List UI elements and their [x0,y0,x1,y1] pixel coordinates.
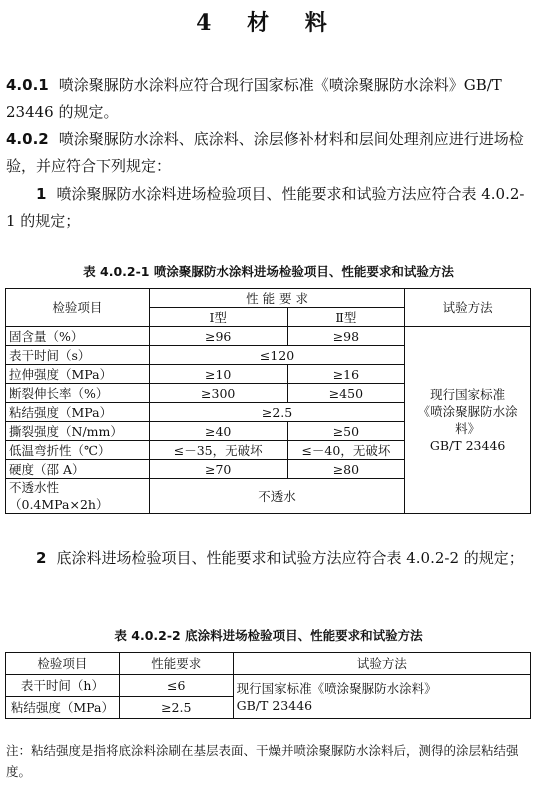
cell-item: 不透水性（0.4MPa×2h） [6,479,150,514]
table-header-row [6,289,531,308]
cell-type2: ≥450 [287,384,405,403]
cell-type1: ≤－35，无破坏 [149,441,287,460]
cell-type1: ≥70 [149,460,287,479]
chapter-title: 4 材 料 [196,10,341,36]
cell-item: 低温弯折性（℃） [6,441,150,460]
cell-type2: ≥50 [287,422,405,441]
table-row [6,675,531,697]
cell-perf: ≥2.5 [119,697,233,719]
method-line: 《喷涂聚脲防水涂料》 [417,404,518,436]
header-method: 试验方法 [233,653,530,675]
cell-type2: ≥98 [287,327,405,346]
cell-type1: ≥10 [149,365,287,384]
clause-4-0-2 [6,126,532,180]
clause-4-0-1 [6,72,532,126]
cell-perf: ≤6 [119,675,233,697]
method-line: 现行国家标准《喷涂聚脲防水涂料》 [236,680,437,696]
cell-type2: ≥80 [287,460,405,479]
cell-type1: ≥300 [149,384,287,403]
clause-text: 喷涂聚脲防水涂料应符合现行国家标准《喷涂聚脲防水涂料》GB/T 23446 的规定。 [6,76,502,121]
clause-number: 4.0.2 [6,130,49,148]
cell-item: 撕裂强度（N/mm） [6,422,150,441]
header-item: 检验项目 [6,289,150,327]
cell-item: 硬度（邵 A） [6,460,150,479]
clause-text: 喷涂聚脲防水涂料、底涂料、涂层修补材料和层间处理剂应进行进场检验，并应符合下列规定： [6,130,524,175]
cell-item: 断裂伸长率（%） [6,384,150,403]
table-4-0-2-2 [5,652,531,719]
cell-type1: ≥40 [149,422,287,441]
item-1 [6,181,532,235]
header-perf: 性能要求 [119,653,233,675]
item-2 [6,545,532,572]
header-type2: Ⅱ型 [287,308,405,327]
cell-item: 表干时间（h） [6,675,120,697]
table-header-row [6,653,531,675]
cell-method [405,327,531,514]
cell-item: 固含量（%） [6,327,150,346]
cell-both: 不透水 [149,479,404,514]
item-number: 2 [36,549,47,567]
table1-caption: 表 4.0.2-1 喷涂聚脲防水涂料进场检验项目、性能要求和试验方法 [83,264,454,279]
header-perf: 性 能 要 求 [149,289,404,308]
cell-item: 粘结强度（MPa） [6,697,120,719]
cell-item: 拉伸强度（MPa） [6,365,150,384]
cell-type2: ≥16 [287,365,405,384]
cell-both: ≥2.5 [149,403,404,422]
method-line: 现行国家标准 [430,387,506,402]
item-number: 1 [36,185,47,203]
cell-type2: ≤－40，无破坏 [287,441,405,460]
header-method: 试验方法 [405,289,531,327]
table-row [6,327,531,346]
method-line: GB/T 23446 [236,697,313,713]
cell-both: ≤120 [149,346,404,365]
cell-type1: ≥96 [149,327,287,346]
cell-method [233,675,530,719]
item-text: 喷涂聚脲防水涂料进场检验项目、性能要求和试验方法应符合表 4.0.2-1 的规定； [6,185,525,230]
table2-caption: 表 4.0.2-2 底涂料进场检验项目、性能要求和试验方法 [114,628,423,643]
header-type1: Ⅰ型 [149,308,287,327]
table-4-0-2-1 [5,288,531,514]
clause-number: 4.0.1 [6,76,49,94]
cell-item: 表干时间（s） [6,346,150,365]
cell-item: 粘结强度（MPa） [6,403,150,422]
item-text: 底涂料进场检验项目、性能要求和试验方法应符合表 4.0.2-2 的规定； [56,549,524,567]
table-note: 注：粘结强度是指将底涂料涂刷在基层表面、干燥并喷涂聚脲防水涂料后，测得的涂层粘结强度。 [6,743,519,779]
method-line: GB/T 23446 [429,438,506,453]
header-item: 检验项目 [6,653,120,675]
